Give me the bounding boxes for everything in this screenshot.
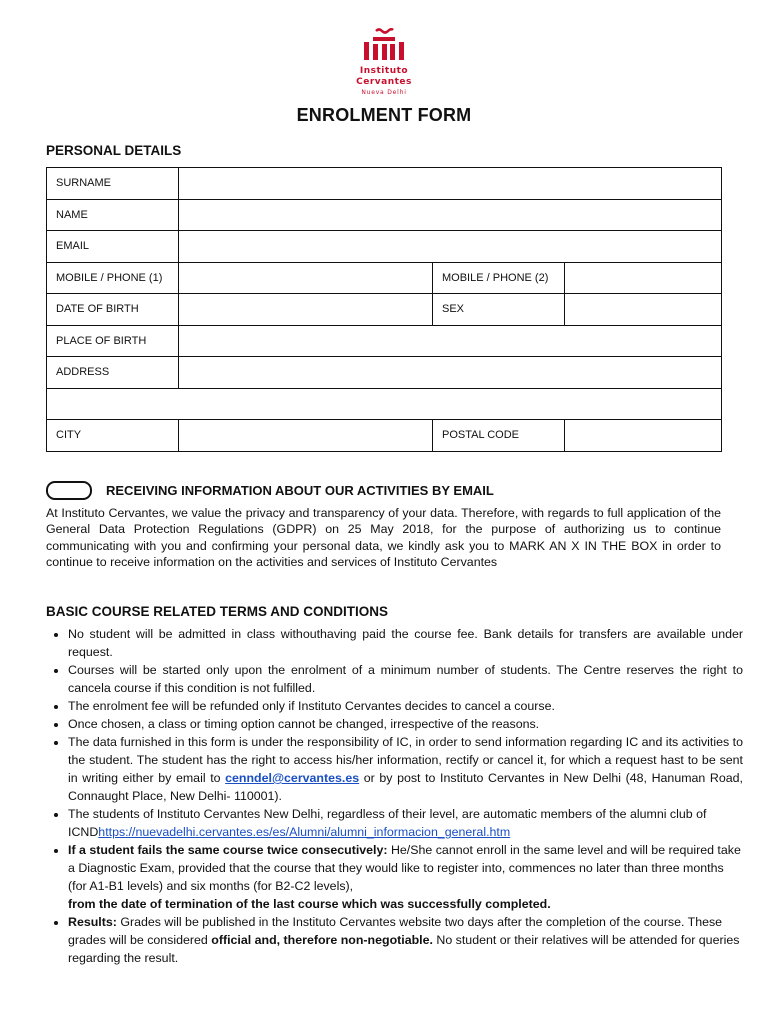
- form-row-address: [47, 357, 722, 389]
- city-field[interactable]: [179, 420, 433, 452]
- term-text: The students of Instituto Cervantes New Delhi, regardless of their level, are automatic members of the alumni club of ICND: [68, 807, 707, 839]
- phone2-label: MOBILE / PHONE (2): [433, 262, 565, 294]
- instituto-cervantes-logo: [354, 28, 414, 96]
- list-item: [68, 841, 743, 913]
- form-row-email: [47, 231, 722, 263]
- pob-field[interactable]: [179, 325, 722, 357]
- privacy-paragraph: At Instituto Cervantes, we value the privacy and transparency of your data. Therefore, with regards to full application of the General Data Protection Regulations (GDPR) on 25 May 2018, for the purpose of authorizing us to continue communicating with you and confirming your personal data, we kindly ask you to MARK AN X IN THE BOX in order to continue to receive information on the activities and services of Instituto Cervantes: [46, 506, 721, 570]
- term-text: He/She cannot enroll in the same level and will be required take a Diagnostic Exam, provided that the course that they would like to register into, commences no later than three months (for A1-B1 levels) and six months (for B2-C2 levels),: [68, 843, 741, 893]
- logo-line-3: Nueva Delhi: [361, 89, 407, 96]
- term-text: Grades will be published in the Instituto Cervantes website two days after the completion of the course. These grades will be considered: [68, 915, 723, 947]
- phone1-field[interactable]: [179, 262, 433, 294]
- personal-details-heading: PERSONAL DETAILS: [46, 143, 182, 158]
- term-text: No student or their relatives will be attended for queries regarding the result.: [68, 933, 740, 965]
- term-text: or by post to Instituto Cervantes in New Delhi (48, Hanuman Road, Connaught Place, New Delhi- 110001).: [68, 771, 743, 803]
- form-row-city: [47, 420, 722, 452]
- list-item: [68, 625, 743, 661]
- term-bold: from the date of termination of the last course which was successfully completed.: [68, 897, 551, 911]
- personal-details-table: [46, 167, 722, 452]
- consent-row: [46, 481, 494, 500]
- term-text: Courses will be started only upon the enrolment of a minimum number of students. The Centre reserves the right to cancela course if this condition is not fulfilled.: [68, 663, 743, 695]
- sex-field[interactable]: [565, 294, 722, 326]
- list-item: [68, 661, 743, 697]
- sex-label: SEX: [433, 294, 565, 326]
- term-text: The enrolment fee will be refunded only if Instituto Cervantes decides to cancel a course.: [68, 699, 555, 713]
- term-bold: Results:: [68, 915, 117, 929]
- form-row-dob: [47, 294, 722, 326]
- postal-field[interactable]: [565, 420, 722, 452]
- term-bold: If a student fails the same course twice consecutively:: [68, 843, 388, 857]
- form-row-name: [47, 199, 722, 231]
- surname-label: SURNAME: [47, 168, 179, 200]
- form-row-surname: [47, 168, 722, 200]
- list-item: [68, 697, 743, 715]
- address-field[interactable]: [179, 357, 722, 389]
- form-row-phone: [47, 262, 722, 294]
- phone2-field[interactable]: [565, 262, 722, 294]
- term-bold: official and, therefore non-negotiable.: [211, 933, 433, 947]
- phone1-label: MOBILE / PHONE (1): [47, 262, 179, 294]
- page-title: ENROLMENT FORM: [296, 105, 472, 125]
- form-row-pob: [47, 325, 722, 357]
- terms-heading: BASIC COURSE RELATED TERMS AND CONDITIONS: [46, 604, 389, 619]
- address-line2-field[interactable]: [47, 388, 722, 420]
- term-text: The data furnished in this form is under the responsibility of IC, in order to send information regarding IC and its activities to the student. The student has the right to access his/her information, rectify or cancel it, for which a request hast to be sent in writing either by email to: [68, 735, 743, 785]
- alumni-link[interactable]: https://nuevadelhi.cervantes.es/es/Alumni/alumni_informacion_general.htm: [98, 825, 511, 839]
- email-link[interactable]: cenndel@cervantes.es: [225, 771, 360, 785]
- list-item: [68, 715, 743, 733]
- list-item: [68, 805, 743, 841]
- email-label: EMAIL: [47, 231, 179, 263]
- postal-label: POSTAL CODE: [433, 420, 565, 452]
- email-field[interactable]: [179, 231, 722, 263]
- pob-label: PLACE OF BIRTH: [47, 325, 179, 357]
- consent-label: RECEIVING INFORMATION ABOUT OUR ACTIVITIES BY EMAIL: [106, 483, 494, 498]
- dob-label: DATE OF BIRTH: [47, 294, 179, 326]
- term-text: Once chosen, a class or timing option cannot be changed, irrespective of the reasons.: [68, 717, 540, 731]
- address-label: ADDRESS: [47, 357, 179, 389]
- dob-field[interactable]: [179, 294, 433, 326]
- term-text: No student will be admitted in class withouthaving paid the course fee. Bank details for transfers are available under request.: [68, 627, 743, 659]
- cervantes-emblem-icon: [362, 28, 406, 60]
- logo-line-2: Cervantes: [356, 77, 412, 87]
- terms-list: [46, 625, 743, 967]
- city-label: CITY: [47, 420, 179, 452]
- form-row-address-2: [47, 388, 722, 420]
- name-label: NAME: [47, 199, 179, 231]
- list-item: [68, 733, 743, 805]
- consent-checkbox[interactable]: [46, 481, 92, 500]
- list-item: [68, 913, 743, 967]
- name-field[interactable]: [179, 199, 722, 231]
- surname-field[interactable]: [179, 168, 722, 200]
- logo-line-1: Instituto: [359, 66, 409, 76]
